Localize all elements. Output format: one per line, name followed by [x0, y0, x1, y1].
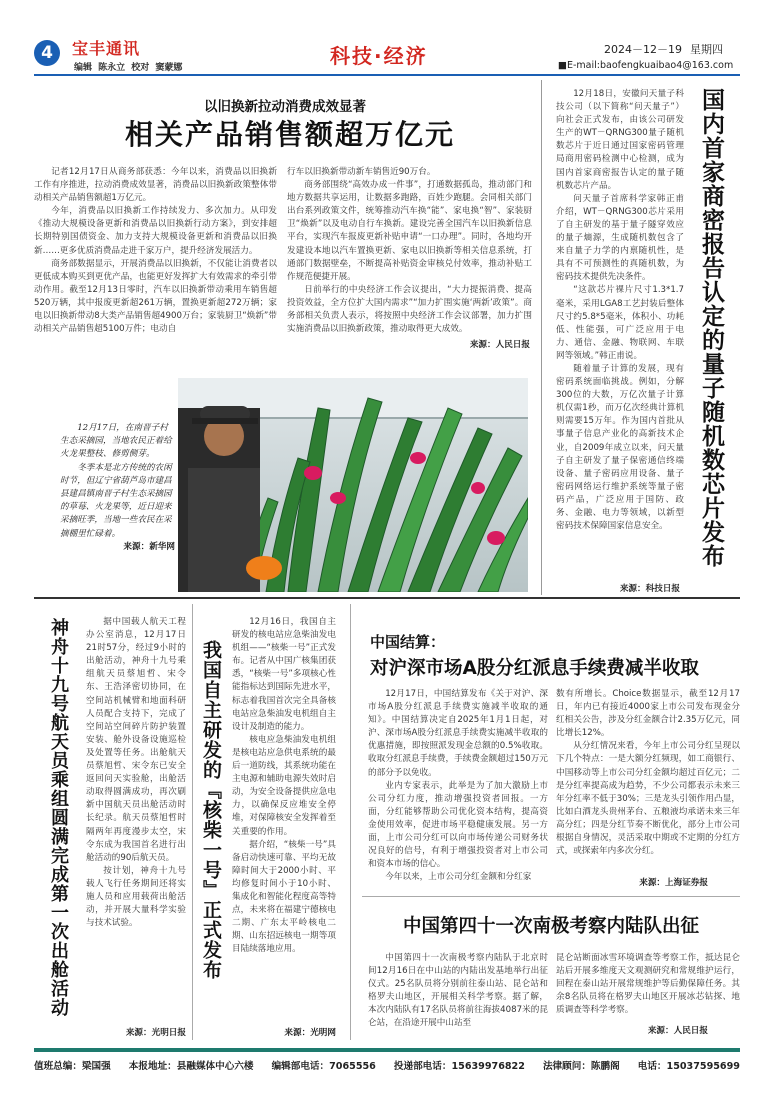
issue-date: 2024－12－19 — [604, 43, 682, 56]
csdc-para: 业内专家表示，此举是为了加大激励上市公司分红力度，推动增强投资者回报。一方面，分红能够帮助公司优化资本结构，提高资金使用效率，促进市场平稳健康发展。另一方面，上市公司分红可以向市场传递公司财务状况良好的信号，有利于增强投资者对上市公司和资本市场的信心。 — [368, 780, 548, 870]
column-divider-2 — [350, 604, 351, 1040]
shenzhou-title: 神舟十九号航天员乘组圆满完成第一次出舱活动 — [48, 618, 69, 1017]
engine-body — [232, 616, 336, 956]
photo-source: 来源：新华网 — [123, 542, 175, 552]
article1-para: 日前举行的中央经济工作会议提出，“大力提振消费、提高投资效益，全方位扩大国内需求”“加力扩围实施‘两新’政策”。商务部相关负责人表示，将按照中央经济工作会议部署，加力扩围实施消费品以旧换新政策，推动取得更大成效。 — [287, 284, 532, 335]
antarctic-para: 中国第四十一次南极考察内陆队于北京时间12月16日在中山站的内陆出发基地举行出征仪式。25名队员将分别前往泰山站、昆仑站和格罗夫山地区，开展相关科学考察。据了解，本次内陆队有17名队员将前往海拔4087米的昆仑站，在沿途开展中山站至 — [368, 953, 548, 1029]
csdc-rule — [362, 896, 740, 897]
issue-weekday: 星期四 — [690, 43, 723, 56]
antarctic-title: 中国第四十一次南极考察内陆队出征 — [402, 916, 699, 937]
csdc-source: 来源：上海证券报 — [639, 878, 708, 888]
article1-para: 今年，消费品以旧换新工作持续发力、多次加力。从印发《推动大规模设备更新和消费品以旧换新行动方案》，到安排超长期特别国债资金、加力支持大规模设备更新和消费品以旧换新……更多优质消费品走进千家万户，提升经济发展活力。 — [34, 206, 277, 256]
shenzhou-para: 据中国载人航天工程办公室消息，12月17日21时57分，经过9小时的出舱活动，神舟十九号乘组航天员蔡旭哲、宋令东、王浩泽密切协同，在空间站机械臂和地面科研人员配合支持下，完成了空间站空间碎片防护装置安装、舱外设备设施巡检及处置等任务。出舱航天员蔡旭哲、宋令东已安全返回问天实验舱，出舱活动取得圆满成功，再次刷新中国航天员出舱活动时长纪录。航天员蔡旭哲时隔两年再度漫步太空，宋令东成为我国首名进行出舱活动的90后航天员。 — [86, 617, 186, 863]
shenzhou-source: 来源：光明日报 — [125, 1028, 186, 1038]
footer-bar — [34, 1048, 740, 1052]
antarctic-para: 昆仑站断面冰雪环境调查等考察工作，抵达昆仑站后开展多维度天文观测研究和常规维护运行，回程在泰山站开展常规维护等后勤保障任务。其余8名队员将在格罗夫山地区开展冰芯钻探、地质调查等科学考察。 — [556, 953, 740, 1016]
section-title: 科技·经济 — [330, 44, 428, 68]
footer-editorial-phone: 编辑部电话：7065556 — [271, 1061, 376, 1072]
photo-illustration — [178, 378, 528, 592]
csdc-para: 从分红情况来看，今年上市公司分红呈现以下几个特点：一是大额分红频现，如工商银行、中国移动等上市公司分红金额均超过百亿元；二是分红率提高成为趋势，不少公司都表示未来三年分红率不低于30%；三是龙头引领作用凸显，比如白酒龙头贵州茅台、五粮液均承诺未来三年高分红；四是分红节奏不断优化，部分上市公司根据自身情况，灵活采取中期或不定期的分红方式，或探索年内多次分红。 — [556, 741, 740, 857]
quantum-para: 12月18日，安徽问天量子科技公司（以下简称“问天量子”）向社会正式发布，由该公司研发生产的WT－QRNG300量子随机数芯片于近日通过国家密码管理局商用密码检测中心检测，成为国内首家商密报告认定的量子随机数芯片产品。 — [556, 89, 684, 191]
dragon-fruit-photo — [178, 378, 528, 592]
antarctic-col2 — [556, 952, 740, 1017]
quantum-para: “这款芯片裸片尺寸1.3*1.7毫米，采用LGA8工艺封装后整体尺寸约5.8*5毫米，体积小、功耗低、性能强，可广泛应用于电力、通信、金融、物联网、车联网等领域。”韩正甫说。 — [556, 285, 684, 361]
contact-email: ■E-mail:baofengkuaibao4@163.com — [558, 60, 734, 71]
photo-caption-body: 冬季本是北方传统的农闲时节，但辽宁省葫芦岛市建昌县建昌镇南晋子村生态采摘园的草莓、火龙果等，近日迎来采摘旺季，当地一些农民在采摘棚里忙碌着。 — [60, 462, 172, 539]
article1-col1 — [34, 166, 277, 336]
csdc-col1 — [368, 688, 548, 884]
article1-col2 — [287, 166, 532, 336]
quantum-title: 国内首家商密报告认定的量子随机数芯片发布 — [698, 88, 724, 568]
article1-para: 商务部数据显示，开展消费品以旧换新，不仅能让消费者以更低成本购买到更优产品，也能更好发挥扩大有效需求的牵引带动作用。截至12月13日零时，汽车以旧换新带动乘用车销售超520万辆，其中报废更新超261万辆，置换更新超272万辆；家电以旧换新带动8大类产品销售超4900万台；家装厨卫“焕新”带动相关产品销售超5100万件；电动自 — [34, 258, 277, 335]
article1-title: 相关产品销售额超万亿元 — [124, 118, 455, 151]
footer-submission-phone: 投递部电话：15639976822 — [393, 1061, 525, 1072]
csdc-kicker: 中国结算： — [370, 633, 446, 651]
article1-para: 商务部围绕“高效办成一件事”，打通数据孤岛，推动部门和地方数据共享运用，让数据多跑路，百姓少跑腿。会同相关部门出台系列政策文件，统筹推动汽车换“能”、家电换“智”、家装厨卫“焕新”以及电动自行车换新。建设完善全国汽车以旧换新信息平台，实现汽车报废更新补贴申请“一口办理”。同时，各地均开发建设本地以汽车置换更新、家电以旧换新等相关信息系统，打通部门数据壁垒，不断提高补贴资金审核兑付效率，推动补贴工作规范便捷开展。 — [287, 180, 532, 282]
csdc-title: 对沪深市场A股分红派息手续费减半收取 — [370, 658, 699, 679]
quantum-para: 随着量子计算的发展，现有密码系统面临挑战。例如，分解300位的大数，万亿次量子计算机仅需1秒，而万亿次经典计算机则需要15万年。作为国内首批从事量子信息产业化的高新技术企业，自2009年成立以来，问天量子自主研发了量子保密通信终端设备、量子密码应用设备、量子密码网络运行维护系统等量子密码产品，广泛应用于国防、政务、金融、电力等领域，以新型密码技术保障国家信息安全。 — [556, 363, 684, 532]
footer-address: 本报地址：县融媒体中心六楼 — [128, 1061, 254, 1072]
footer — [34, 1058, 740, 1078]
right-column-divider — [541, 80, 542, 595]
csdc-col2 — [556, 688, 740, 858]
article1-para: 行车以旧换新带动新车销售近90万台。 — [287, 167, 436, 177]
brand-logo: 宝丰通讯 — [72, 39, 141, 58]
engine-para: 核电应急柴油发电机组是核电站应急供电系统的最后一道防线，其系统功能在主电源和辅助电源失效时启动，为安全设备提供应急电力，以确保反应堆安全停堆，对保障核安全发挥着至关重要的作用。 — [232, 734, 336, 837]
article1-source: 来源：人民日报 — [469, 340, 530, 350]
csdc-para: 数有所增长。Choice数据显示，截至12月17日，年内已有接近4000家上市公司发布现金分红相关公告，涉及分红金额合计2.35万亿元，同比增长12%。 — [556, 689, 740, 739]
shenzhou-body — [86, 616, 186, 930]
antarctic-source: 来源：人民日报 — [647, 1026, 708, 1036]
photo-caption-lead: 12月17日，在南晋子村生态采摘园，当地农民正着给火龙果整枝、修剪侧芽。 — [60, 423, 172, 460]
photo-caption — [60, 422, 175, 541]
quantum-para: 问天量子首席科学家韩正甫介绍，WT－QRNG300芯片采用了自主研发的基于量子隧穿效应的量子熵源，生成随机数包含了来自量子力学的内禀随机性，是具有不可预测性的真随机数，为密码技术提供先决条件。 — [556, 193, 684, 283]
mid-rule — [34, 597, 740, 599]
header-rule — [34, 74, 740, 76]
editor-line: 编辑 陈永立 校对 窦蒙娜 — [74, 63, 183, 73]
column-divider-1 — [192, 604, 193, 1040]
antarctic-col1 — [368, 952, 548, 1031]
csdc-para: 12月17日，中国结算发布《关于对沪、深市场A股分红派息手续费实施减半收取的通知》。中国结算决定自2025年1月1日起，对沪、深市场A股分红派息手续费实施减半收取的优惠措施，即按照派发现金总额的0.5%收取。收取分红派息手续费，手续费金额超过150万元的部分予以免收。 — [368, 689, 548, 778]
footer-phone: 电话：15037595699 — [637, 1061, 740, 1072]
article1-kicker: 以旧换新拉动消费成效显著 — [204, 99, 366, 115]
csdc-para: 今年以来，上市公司分红金额和分红家 — [385, 872, 532, 883]
engine-para: 据介绍，“核柴一号”具备启动快速可靠、平均无故障时间大于2000小时、平均修复时间小于10小时、集成化和智能化程度高等特点，未来将在福建宁德核电二期、广东太平岭核电二期、山东招远核电一期等项目陆续落地应用。 — [232, 839, 336, 955]
engine-source: 来源：光明网 — [284, 1028, 336, 1038]
engine-para: 12月16日，我国自主研发的核电站应急柴油发电机组——“核柴一号”正式发布。记者从中国广核集团获悉，“核柴一号”多项核心性能指标达到国际先进水平，标志着我国首次完全具备核电站应急柴油发电机组自主设计及制造的能力。 — [232, 617, 336, 732]
quantum-body — [556, 88, 684, 533]
footer-chief-editor: 值班总编：梁国强 — [34, 1061, 111, 1072]
engine-title: 我国自主研发的『核柴一号』正式发布 — [200, 640, 222, 980]
article1-para: 记者12月17日从商务部获悉：今年以来，消费品以旧换新工作有序推进，拉动消费成效显著，消费品以旧换新政策整体带动相关产品销售额超1万亿元。 — [34, 167, 277, 204]
quantum-source: 来源：科技日报 — [619, 584, 680, 594]
page-number-badge: 4 — [34, 40, 60, 66]
footer-legal-advisor: 法律顾问：陈鹏阁 — [542, 1061, 620, 1072]
shenzhou-para: 按计划，神舟十九号载人飞行任务期间还将实施人员和应用载荷出舱活动，并开展大量科学实验与技术试验。 — [86, 865, 186, 929]
